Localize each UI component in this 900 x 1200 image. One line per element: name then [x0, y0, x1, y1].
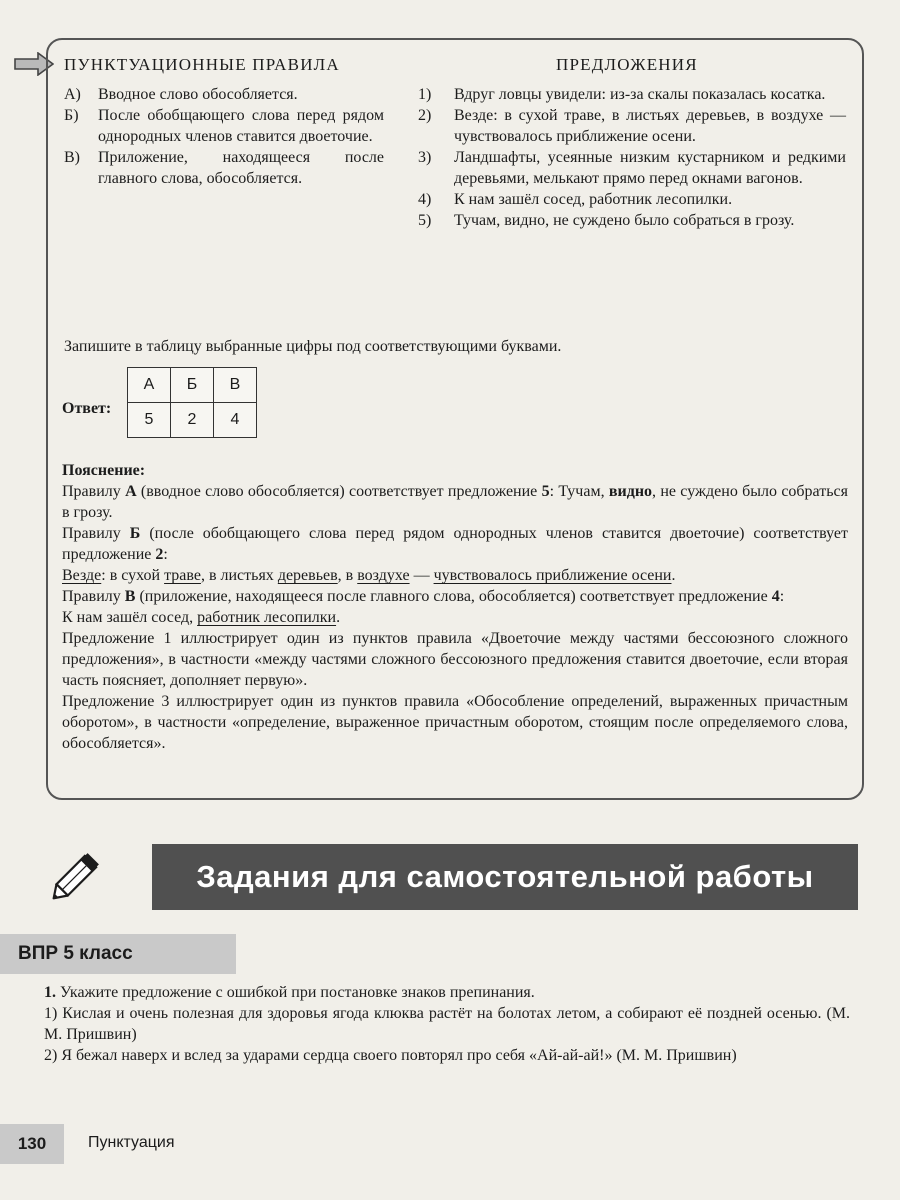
answer-label: Ответ:	[62, 400, 112, 417]
sentence-item: 4) К нам зашёл сосед, работник лесопилки.	[418, 191, 733, 208]
explanation-paragraph: К нам зашёл сосед, работник лесопилки.	[62, 609, 341, 626]
answer-digit-cell: 4	[214, 403, 257, 438]
answer-letter-cell: Б	[171, 368, 214, 403]
pencil-icon	[42, 842, 112, 908]
rule-item: А) Вводное слово обособляется.	[64, 86, 298, 103]
explanation-paragraph: Везде: в сухой траве, в листьях деревьев, в воздухе — чувствовалось приближение осени.	[62, 567, 676, 584]
answer-letter-cell: В	[214, 368, 257, 403]
explanation-paragraph: Правилу А (вводное слово обособляется) соответствует предложение 5: Тучам, видно, не суждено было собраться в грозу.	[62, 483, 848, 521]
rule-item: В) Приложение, находящееся после главного слова, обособляется.	[64, 149, 384, 187]
explanation-block	[62, 460, 848, 754]
footer-section-name: Пунктуация	[88, 1134, 175, 1151]
explanation-heading: Пояснение:	[62, 462, 146, 479]
task-prompt: 1. Укажите предложение с ошибкой при постановке знаков препинания.	[44, 984, 535, 1001]
grade-tag	[0, 934, 236, 974]
sentences-column-heading: ПРЕДЛОЖЕНИЯ	[556, 55, 698, 74]
explanation-paragraph: Правилу В (приложение, находящееся после главного слова, обособляется) соответствует предложение 4:	[62, 588, 785, 605]
task-option: 1) Кислая и очень полезная для здоровья ягода клюква растёт на болотах летом, а собирают её поздней осенью. (М. М. Пришвин)	[44, 1005, 850, 1043]
explanation-paragraph: Предложение 1 иллюстрирует один из пунктов правила «Двоеточие между частями бессоюзного сложного предложения», в частности «между частями сложного бессоюзного предложения ставится двоеточие, если вторая часть поясняет, дополняет первую».	[62, 630, 848, 689]
task-option: 2) Я бежал наверх и вслед за ударами сердца своего повторял про себя «Ай-ай-ай!» (М. М. Пришвин)	[44, 1047, 737, 1064]
section-banner	[152, 844, 858, 910]
page-number: 130	[17, 1134, 47, 1153]
answer-letter-cell: А	[128, 368, 171, 403]
rule-item: Б) После обобщающего слова перед рядом однородных членов ставится двоеточие.	[64, 107, 384, 145]
answer-digit-cell: 5	[128, 403, 171, 438]
sentence-item: 2) Везде: в сухой траве, в листьях деревьев, в воздухе — чувствовалось приближение осени.	[418, 107, 846, 145]
explanation-paragraph: Правилу Б (после обобщающего слова перед рядом однородных членов ставится двоеточие) соответствует предложение 2:	[62, 525, 848, 563]
sentence-item: 5) Тучам, видно, не суждено было собраться в грозу.	[418, 212, 795, 229]
grade-tag-label: ВПР 5 класс	[18, 943, 133, 964]
task-block	[44, 982, 850, 1066]
page-number-badge	[0, 1124, 64, 1164]
banner-title: Задания для самостоятельной работы	[196, 859, 814, 894]
rules-column-heading: ПУНКТУАЦИОННЫЕ ПРАВИЛА	[64, 55, 340, 74]
sentence-item: 1) Вдруг ловцы увидели: из-за скалы показалась косатка.	[418, 86, 826, 103]
rules-list	[64, 84, 384, 189]
sentence-item: 3) Ландшафты, усеянные низким кустарником и редкими деревьями, мелькают прямо перед окнами вагонов.	[418, 149, 846, 187]
answer-table	[127, 367, 257, 438]
instruction-text: Запишите в таблицу выбранные цифры под соответствующими буквами.	[64, 338, 562, 355]
explanation-paragraph: Предложение 3 иллюстрирует один из пунктов правила «Обособление определений, выраженных причастным оборотом», в частности «определение, выраженное причастным оборотом, стоящим после определяемого слова, обособляется».	[62, 693, 848, 752]
answer-digit-cell: 2	[171, 403, 214, 438]
sentences-list	[418, 84, 846, 231]
